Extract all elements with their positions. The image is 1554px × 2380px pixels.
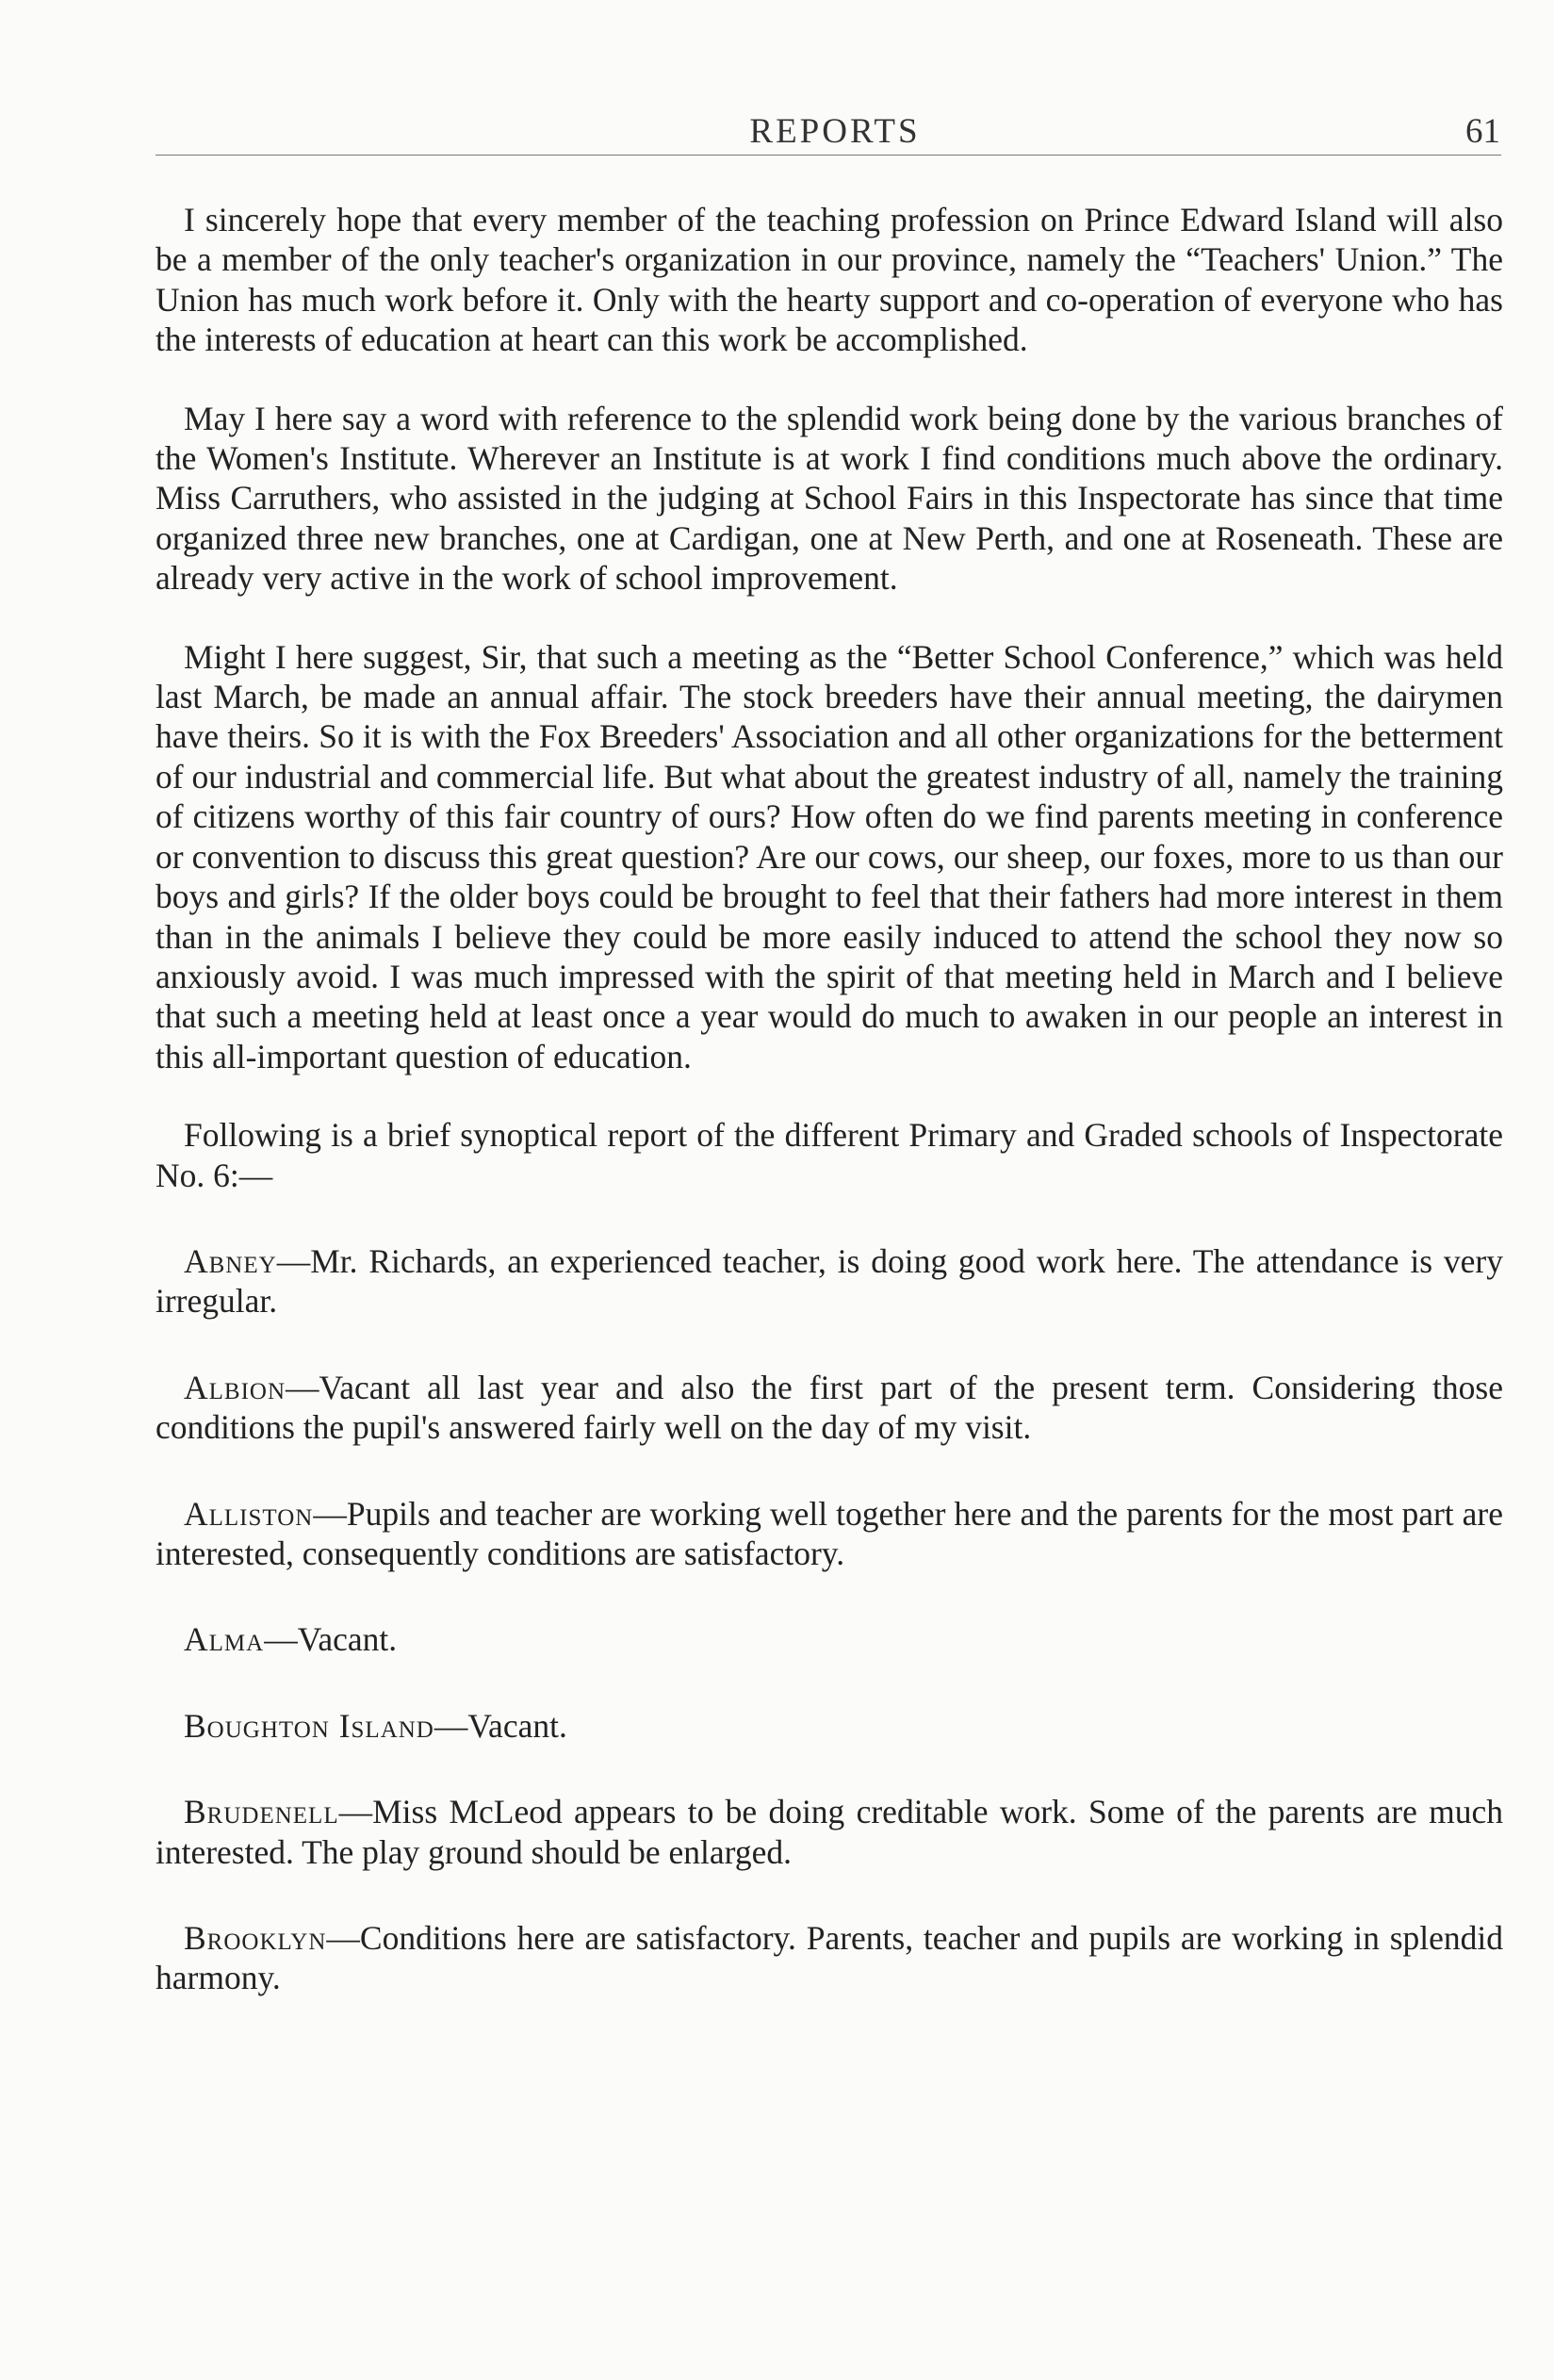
paragraph-better-school-conference: Might I here suggest, Sir, that such a meeting as the “Better School Conference,” which was held last March, be made an annual affair. The stock breeders have their annual meeting, the dairymen have theirs. So it is with the Fox Breeders' Association and all other organizations for the betterment of our industrial and commercial life. But what about the greatest industry of all, namely the training of citizens worthy of this fair country of ours? How often do we find parents meeting in conference or convention to discuss this great question? Are our cows, our sheep, our foxes, more to us than our boys and girls? If the older boys could be brought to feel that their fathers had more interest in them than in the animals I believe they could be more easily induced to attend the school they now so anxiously avoid. I was much impressed with the spirit of that meeting held in March and I believe that such a meeting held at least once a year would do much to awaken in our people an interest in this all-important question of education. [155,637,1503,1075]
school-name: Boughton Island [184,1706,434,1745]
school-entry-brudenell [155,1792,1503,1872]
paragraph-womens-institute: May I here say a word with reference to the splendid work being done by the various branches of the Women's Institute. Wherever an Institute is at work I find conditions much above the ordinary. Miss Carruthers, who assisted in the judging at School Fairs in this Inspectorate has since that time organized three new branches, one at Cardigan, one at New Perth, and one at Roseneath. These are already very active in the work of school improvement. [155,399,1503,598]
school-entry-albion [155,1368,1503,1448]
page-header [170,111,1500,158]
school-report: —Miss McLeod appears to be doing creditable work. Some of the parents are much interested. The play ground should be enlarged. [155,1793,1503,1871]
school-entry-alma [155,1619,1503,1659]
school-name: Brooklyn [184,1919,327,1957]
school-entry-brooklyn [155,1918,1503,1998]
report-body [155,200,1503,2037]
school-name: Abney [184,1241,277,1280]
school-report: —Pupils and teacher are working well together here and the parents for the most part are interested, consequently conditions are satisfactory. [155,1494,1503,1572]
school-entry-alliston [155,1494,1503,1574]
page-number: 61 [1465,112,1500,151]
school-report: —Vacant all last year and also the first part of the present term. Considering those conditions the pupil's answered fairly well on the day of my visit. [155,1368,1503,1447]
school-report: —Vacant. [264,1620,398,1659]
school-report: —Mr. Richards, an experienced teacher, is doing good work here. The attendance is very irregular. [155,1241,1503,1321]
school-report: —Conditions here are satisfactory. Parents, teacher and pupils are working in splendid harmony. [155,1919,1503,1997]
paragraph-teachers-union: I sincerely hope that every member of the teaching profession on Prince Edward Island will also be a member of the only teacher's organization in our province, namely the “Teachers' Union.” The Union has much work before it. Only with the hearty support and co-operation of everyone who has the interests of education at heart can this work be accomplished. [155,201,1503,359]
school-name: Alliston [184,1494,314,1533]
school-entry-boughton-island [155,1706,1503,1746]
school-report: —Vacant. [433,1706,567,1745]
school-name: Brudenell [184,1793,339,1831]
header-rule [155,155,1501,156]
running-head: REPORTS [749,112,921,151]
paragraph-synoptical-intro: Following is a brief synoptical report of the different Primary and Graded schools of Inspectorate No. 6:— [155,1116,1503,1194]
school-entry-abney [155,1241,1503,1321]
school-name: Albion [184,1368,286,1406]
school-name: Alma [184,1620,265,1659]
